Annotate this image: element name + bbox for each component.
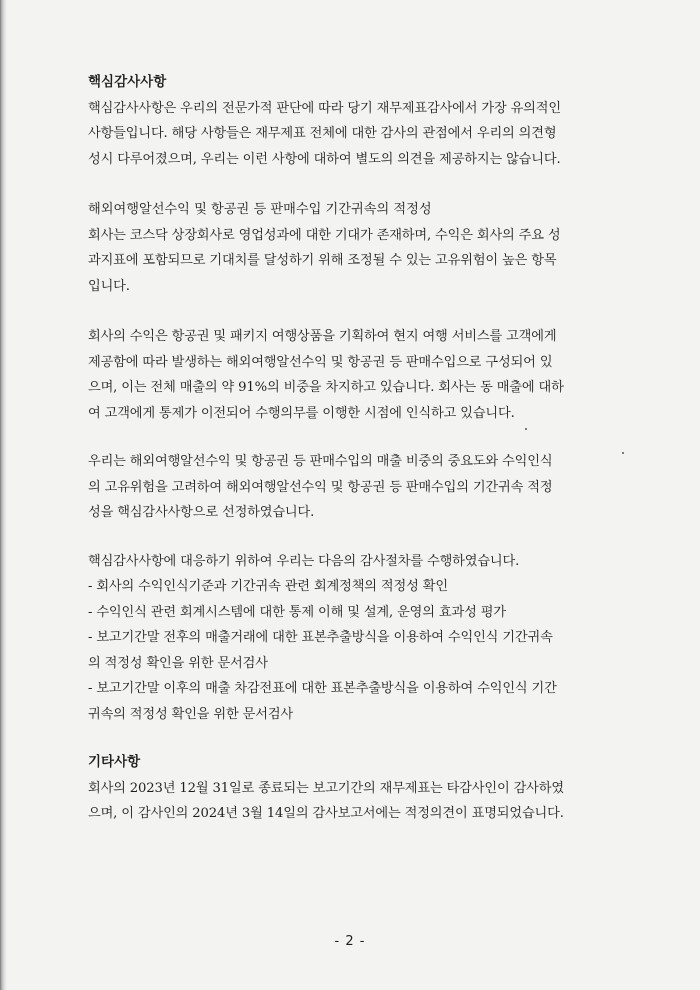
other-matters-heading: 기타사항: [88, 754, 141, 770]
document-body: [88, 70, 610, 827]
kam-procedure-item: - 보고기간말 이후의 매출 차감전표에 대한 표본추출방식을 이용하여 수익인식 기간: [88, 681, 557, 696]
kam-para1-line: 회사는 코스닥 상장회사로 영업성과에 대한 기대가 존재하며, 수익은 회사의 주요 성: [88, 227, 561, 243]
kam-intro-line: 성시 다루어졌으며, 우리는 이런 사항에 대하여 별도의 의견을 제공하지는 않습니다.: [88, 151, 561, 167]
other-matters-line: 회사의 2023년 12월 31일로 종료되는 보고기간의 재무제표는 타감사인이 감사하였: [88, 780, 564, 796]
kam-para3-line: 의 고유위험을 고려하여 해외여행알선수익 및 항공권 등 판매수입의 기간귀속 적정: [88, 479, 553, 495]
kam-intro-line: 핵심감사사항은 우리의 전문가적 판단에 따라 당기 재무제표감사에서 가장 유의적인: [88, 100, 561, 116]
kam-procedure-item: - 회사의 수익인식기준과 기간귀속 관련 회계정책의 적정성 확인: [88, 579, 448, 594]
kam-subheading: 해외여행알선수익 및 항공권 등 판매수입 기간귀속의 적정성: [88, 202, 432, 217]
kam-para2-line: 회사의 수익은 항공권 및 패키지 여행상품을 기획하여 현지 여행 서비스를 고객에게: [88, 329, 557, 344]
kam-para2-line: 제공함에 따라 발생하는 해외여행알선수익 및 항공권 등 판매수입으로 구성되어 있: [88, 354, 553, 370]
kam-procedure-item: - 수익인식 관련 회계시스템에 대한 통제 이해 및 설계, 운영의 효과성 평가: [88, 604, 506, 620]
kam-para3-line: 성을 핵심감사사항으로 선정하였습니다.: [88, 505, 315, 520]
scan-page-edge: [0, 0, 7, 990]
kam-para2-line: 여 고객에게 통제가 이전되어 수행의무를 이행한 시점에 인식하고 있습니다.: [88, 405, 515, 421]
kam-procedure-item: - 보고기간말 전후의 매출거래에 대한 표본추출방식을 이용하여 수익인식 기간귀속: [88, 630, 553, 645]
kam-para2-line: 으며, 이는 전체 매출의 약 91%의 비중을 차지하고 있습니다. 회사는 동 매출에 대하: [88, 380, 564, 395]
kam-para1-line: 입니다.: [88, 278, 130, 294]
kam-procedures-intro: 핵심감사사항에 대응하기 위하여 우리는 다음의 감사절차를 수행하였습니다.: [88, 553, 520, 569]
kam-para1-line: 과지표에 포함되므로 기대치를 달성하기 위해 조정될 수 있는 고유위험이 높은 항목: [88, 253, 557, 268]
kam-procedure-item-cont: 귀속의 적정성 확인을 위한 문서검사: [88, 706, 294, 722]
kam-para3-line: 우리는 해외여행알선수익 및 항공권 등 판매수입의 매출 비중의 중요도와 수익인식: [88, 454, 553, 469]
page-number: - 2 -: [334, 934, 366, 949]
scan-speck: [622, 452, 624, 454]
kam-intro-line: 사항들입니다. 해당 사항들은 재무제표 전체에 대한 감사의 관점에서 우리의 의견형: [88, 126, 557, 141]
kam-heading: 핵심감사사항: [88, 74, 167, 90]
other-matters-line: 으며, 이 감사인의 2024년 3월 14일의 감사보고서에는 적정의견이 표명되었습니다.: [88, 806, 564, 821]
kam-procedure-item-cont: 의 적정성 확인을 위한 문서검사: [88, 655, 268, 671]
